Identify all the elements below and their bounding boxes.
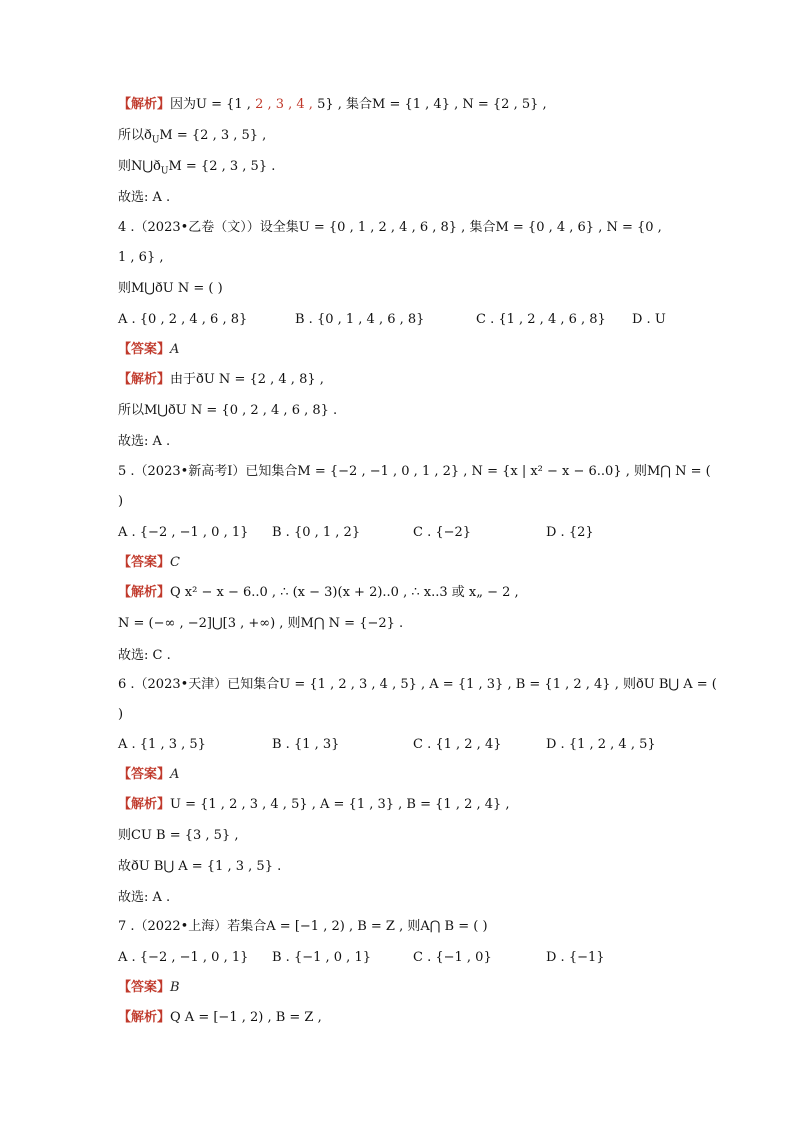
- q3-analysis-text-1b: 2 , 3 , 4 ,: [250, 97, 318, 112]
- q6-select: 故选: A .: [118, 890, 171, 905]
- q5-analysis-line-2: N = (−∞ , −2]⋃[3 , +∞) , 则M⋂ N = {−2} .: [118, 616, 404, 631]
- q5-answer: C: [170, 555, 180, 570]
- q4-analysis-line-2: 所以M⋃ðU N = {0 , 2 , 4 , 6 , 8} .: [118, 403, 338, 418]
- q6-analysis-line-3: 故ðU B⋃ A = {1 , 3 , 5} .: [118, 859, 282, 874]
- q4-analysis-line-1: [118, 371, 324, 389]
- q6-analysis-line-1: [118, 796, 510, 814]
- q5-option-d: D . {2}: [546, 525, 594, 540]
- q6-analysis-text-1: U = {1 , 2 , 3 , 4 , 5} , A = {1 , 3} , B = {1 , 2 , 4} ,: [170, 797, 510, 812]
- q6-answer-line: [118, 766, 179, 784]
- q4-select: 故选: A .: [118, 434, 171, 449]
- answer-tag: 【答案】: [118, 555, 171, 570]
- q4-answer: A: [170, 342, 180, 357]
- q7-option-d: D . {−1}: [546, 950, 605, 965]
- q6-option-c: C . {1 , 2 , 4}: [413, 737, 502, 752]
- q6-stem-line-1: 6 .（2023•天津）已知集合U = {1 , 2 , 3 , 4 , 5} , A = {1 , 3} , B = {1 , 2 , 4} , 则ðU B⋃ A = (: [118, 677, 717, 692]
- q4-option-d: D . U: [632, 312, 666, 327]
- q3-analysis-text-3a: 则N⋃ð: [118, 159, 161, 174]
- q3-analysis-line-2: [118, 127, 266, 150]
- q5-option-b: B . {0 , 1 , 2}: [272, 525, 361, 540]
- analysis-tag: 【解析】: [118, 585, 171, 600]
- q6-answer: A: [170, 767, 180, 782]
- q4-answer-line: [118, 341, 179, 359]
- analysis-tag: 【解析】: [118, 97, 171, 112]
- q6-analysis-line-2: 则CU B = {3 , 5} ,: [118, 828, 239, 843]
- q3-analysis-line-3: [118, 158, 275, 181]
- analysis-tag: 【解析】: [118, 372, 171, 387]
- q5-analysis-text-1: Q x² − x − 6..0 , ∴ (x − 3)(x + 2)..0 , ∴ x..3 或 x„ − 2 ,: [170, 585, 519, 600]
- q7-analysis-line-1: [118, 1009, 322, 1027]
- q5-stem-line-1: 5 .（2023•新高考Ⅰ）已知集合M = {−2 , −1 , 0 , 1 , 2} , N = {x | x² − x − 6..0} , 则M⋂ N = (: [118, 464, 711, 479]
- q3-analysis-sub-2: U: [151, 135, 160, 146]
- analysis-tag: 【解析】: [118, 797, 171, 812]
- q4-stem-line-3: 则M⋃ðU N = ( ): [118, 281, 223, 296]
- q4-stem-line-2: 1 , 6} ,: [118, 250, 164, 265]
- q7-answer-line: [118, 979, 180, 997]
- q7-analysis-text-1: Q A = [−1 , 2) , B = Z ,: [170, 1010, 322, 1025]
- q5-option-c: C . {−2}: [413, 525, 472, 540]
- q4-option-c: C . {1 , 2 , 4 , 6 , 8}: [476, 312, 606, 327]
- q5-select: 故选: C .: [118, 648, 171, 663]
- q7-option-b: B . {−1 , 0 , 1}: [272, 950, 371, 965]
- q7-option-a: A . {−2 , −1 , 0 , 1}: [118, 950, 249, 965]
- q3-select: 故选: A .: [118, 190, 171, 205]
- answer-tag: 【答案】: [118, 342, 171, 357]
- q5-option-a: A . {−2 , −1 , 0 , 1}: [118, 525, 249, 540]
- analysis-tag: 【解析】: [118, 1010, 171, 1025]
- q3-analysis-sub-3: U: [160, 166, 169, 177]
- q5-analysis-line-1: [118, 584, 519, 602]
- q3-analysis-text-2b: M = {2 , 3 , 5} ,: [159, 128, 267, 143]
- q3-analysis-text-1a: 因为U = {1 ,: [170, 97, 251, 112]
- q4-analysis-text-1: 由于ðU N = {2 , 4 , 8} ,: [170, 372, 324, 387]
- q7-option-c: C . {−1 , 0}: [413, 950, 492, 965]
- q3-analysis-text-2a: 所以ð: [118, 128, 152, 143]
- q3-analysis-line-1: [118, 96, 547, 114]
- q4-stem-line-1: 4 .（2023•乙卷（文））设全集U = {0 , 1 , 2 , 4 , 6 , 8} , 集合M = {0 , 4 , 6} , N = {0 ,: [118, 220, 662, 235]
- q5-stem-line-2: ): [118, 494, 124, 509]
- q6-option-b: B . {1 , 3}: [272, 737, 340, 752]
- q7-stem-line-1: 7 .（2022•上海）若集合A = [−1 , 2) , B = Z , 则A⋂ B = ( ): [118, 919, 488, 934]
- q7-answer: B: [170, 980, 180, 995]
- answer-tag: 【答案】: [118, 980, 171, 995]
- q4-option-a: A . {0 , 2 , 4 , 6 , 8}: [118, 312, 248, 327]
- q4-option-b: B . {0 , 1 , 4 , 6 , 8}: [295, 312, 425, 327]
- q3-analysis-text-3b: M = {2 , 3 , 5} .: [168, 159, 276, 174]
- q6-stem-line-2: ): [118, 707, 124, 722]
- q3-analysis-text-1c: 5} , 集合M = {1 , 4} , N = {2 , 5} ,: [317, 97, 547, 112]
- q6-option-d: D . {1 , 2 , 4 , 5}: [546, 737, 656, 752]
- q6-option-a: A . {1 , 3 , 5}: [118, 737, 206, 752]
- answer-tag: 【答案】: [118, 767, 171, 782]
- q5-answer-line: [118, 554, 180, 572]
